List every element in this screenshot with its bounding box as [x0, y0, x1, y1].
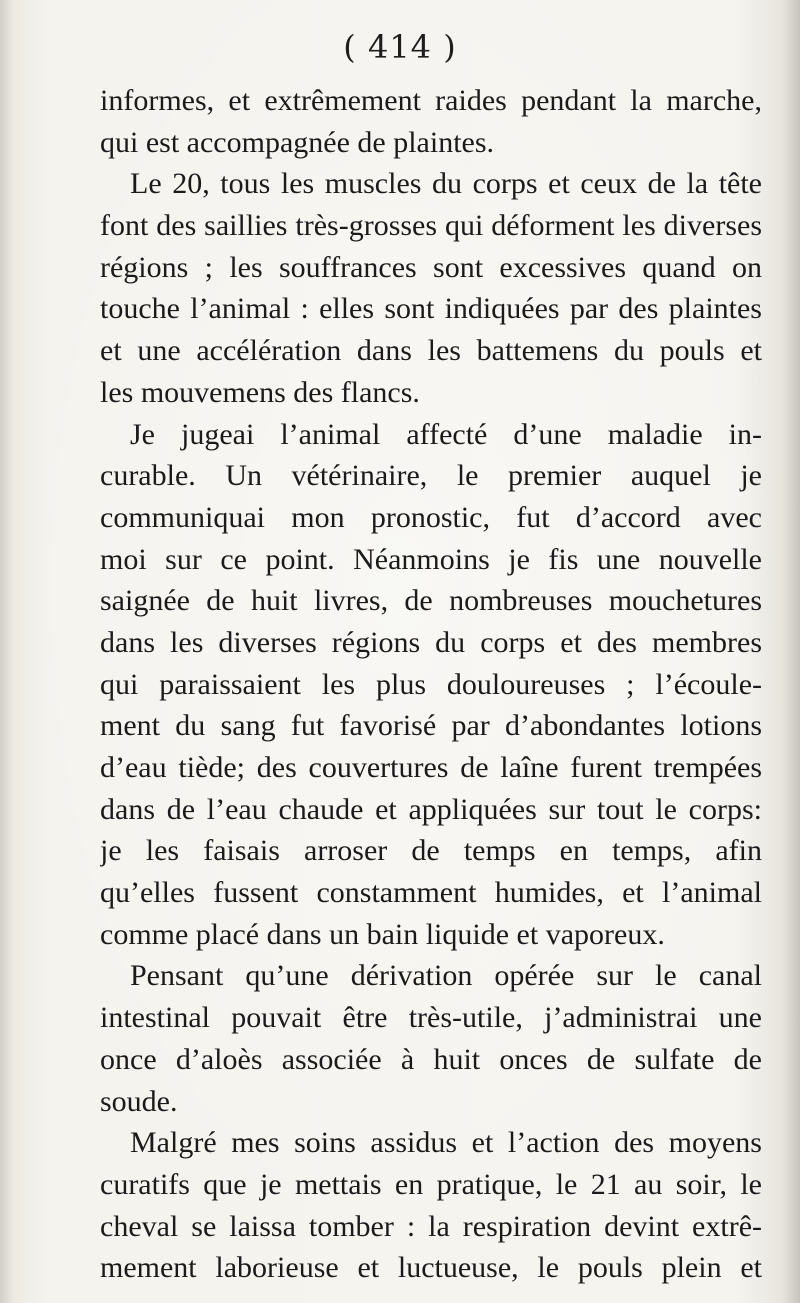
page-edge-shadow-left: [0, 0, 14, 1303]
text-line: curable. Un vétérinaire, le premier auquel je: [100, 459, 762, 493]
text-line: moi sur ce point. Néanmoins je fis une nouvelle: [100, 542, 762, 576]
text-line: dans de l’eau chaude et appliquées sur tout le corps:: [100, 792, 762, 826]
text-line: touche l’animal : elles sont indiquées par des plaintes: [100, 292, 762, 326]
text-line: communiquai mon pronostic, fut d’accord avec: [100, 500, 762, 534]
text-line: Le 20, tous les muscles du corps et ceux de la tête: [130, 167, 762, 201]
text-line: qu’elles fussent constamment humides, et l’animal: [100, 876, 762, 910]
text-line: mement laborieuse et luctueuse, le pouls plein et: [100, 1251, 762, 1285]
text-line: régions ; les souffrances sont excessives quand on: [100, 250, 762, 284]
text-line: curatifs que je mettais en pratique, le 21 au soir, le: [100, 1167, 762, 1201]
text-line: soude.: [100, 1084, 178, 1118]
text-line: dans les diverses régions du corps et des membres: [100, 625, 762, 659]
text-line: Malgré mes soins assidus et l’action des moyens: [130, 1126, 762, 1160]
body-text: [100, 80, 762, 1289]
text-line: qui paraissaient les plus douloureuses ; l’écoule-: [100, 667, 762, 701]
text-line: Pensant qu’une dérivation opérée sur le canal: [130, 959, 762, 993]
text-line: ment du sang fut favorisé par d’abondantes lotions: [100, 709, 762, 743]
text-line: intestinal pouvait être très-utile, j’administrai une: [100, 1001, 762, 1035]
text-line: d’eau tiède; des couvertures de laîne furent trempées: [100, 751, 762, 784]
page-number: ( 414 ): [343, 28, 457, 66]
page-edge-shadow-right: [782, 0, 800, 1303]
text-line: saignée de huit livres, de nombreuses mouchetures: [100, 584, 762, 618]
text-line: comme placé dans un bain liquide et vaporeux.: [100, 917, 665, 951]
text-line: je les faisais arroser de temps en temps, afin: [100, 834, 762, 868]
text-line: cheval se laissa tomber : la respiration devint extrê-: [100, 1209, 762, 1243]
text-line: informes, et extrêmement raides pendant la marche,: [100, 84, 762, 117]
text-line: once d’aloès associée à huit onces de sulfate de: [100, 1042, 762, 1076]
text-line: qui est accompagnée de plaintes.: [100, 125, 495, 159]
text-line: font des saillies très-grosses qui déforment les diverses: [100, 209, 762, 243]
text-line: et une accélération dans les battemens du pouls et: [100, 334, 762, 368]
text-line: les mouvemens des flancs.: [100, 375, 420, 409]
text-line: Je jugeai l’animal affecté d’une maladie in-: [130, 417, 762, 451]
